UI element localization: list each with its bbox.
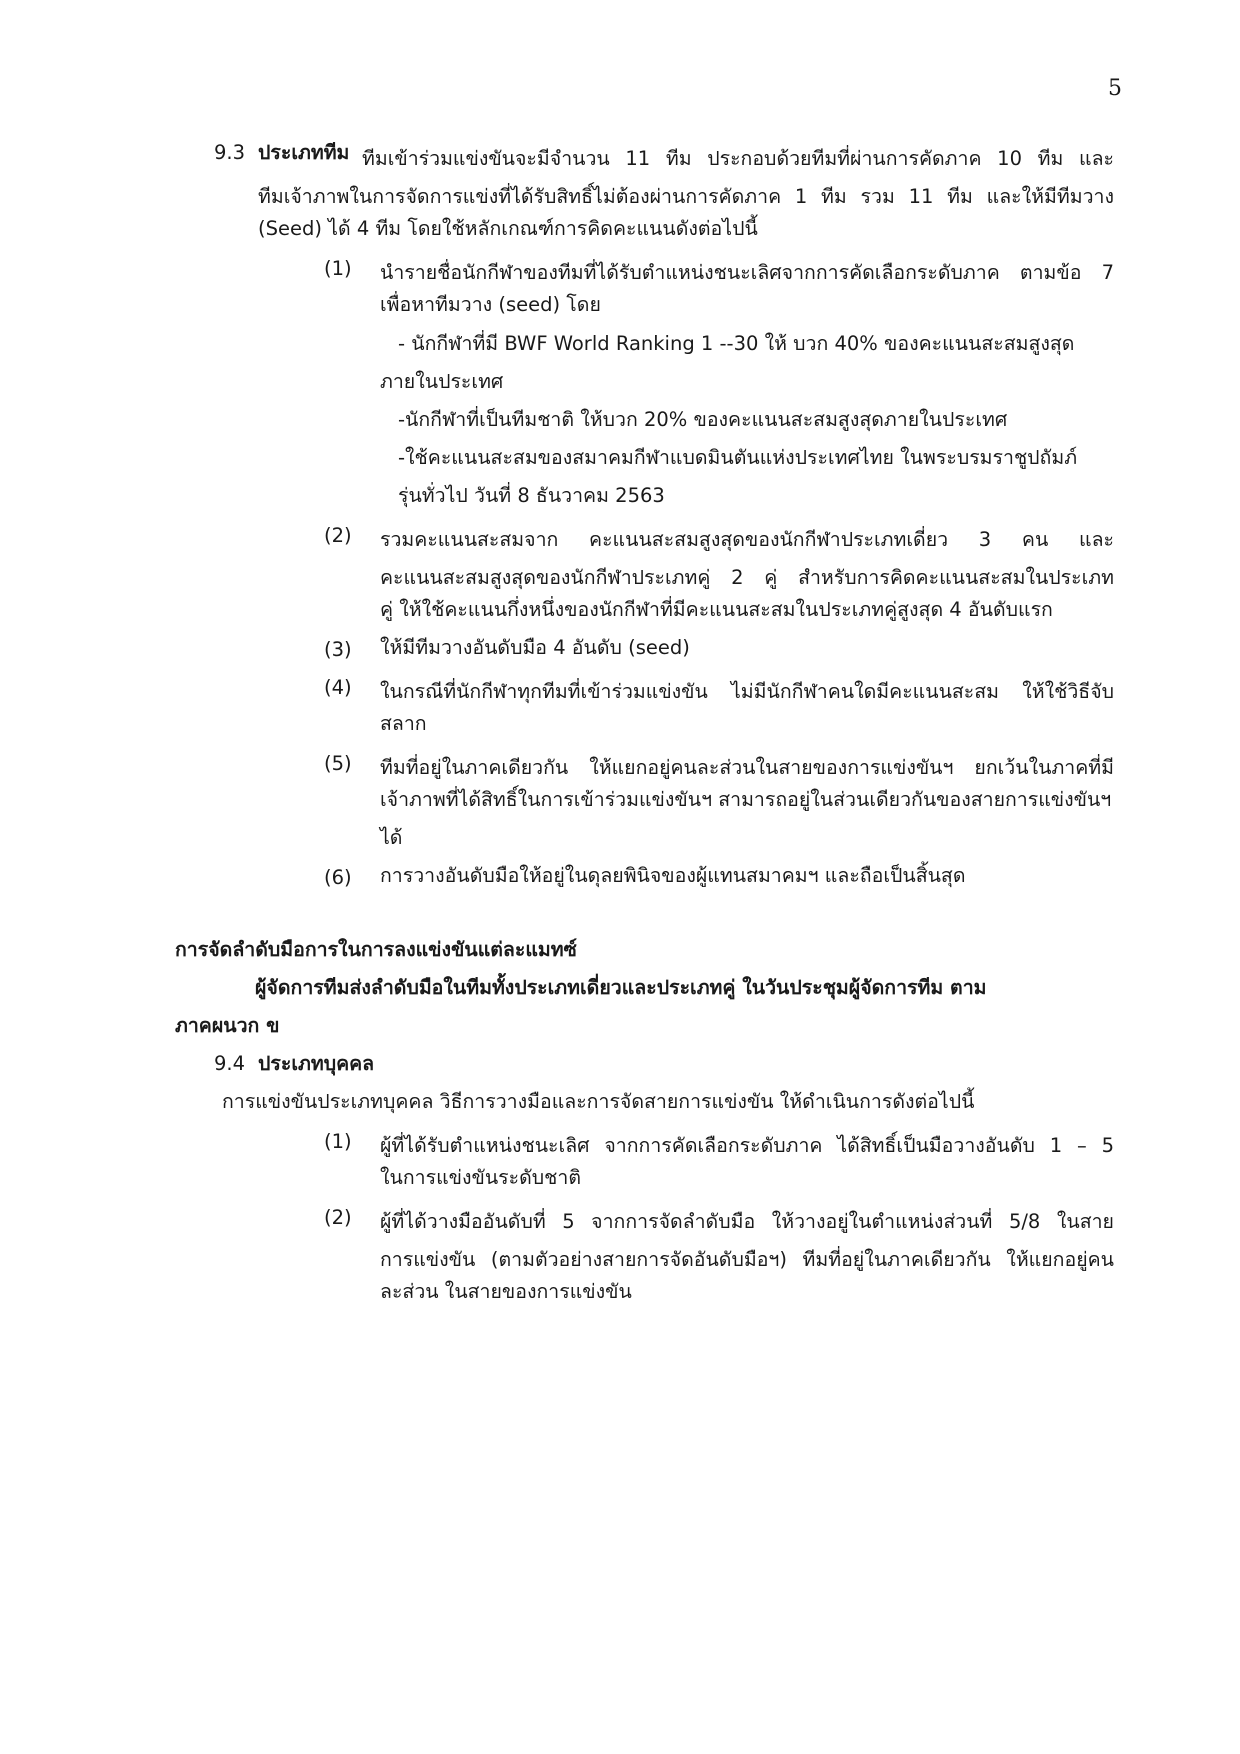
list-item-text: นำรายชื่อนักกีฬาของทีมที่ได้รับตำแหน่งชนะเลิศจากการคัดเลือกระดับภาค ตามข้อ 7: [380, 261, 1114, 284]
list-item-number: (4): [324, 676, 352, 699]
list-item-text: สลาก: [380, 712, 427, 735]
list-item-number: (2): [324, 1206, 352, 1229]
list-item-text: ให้มีทีมวางอันดับมือ 4 อันดับ (seed): [380, 636, 690, 659]
section-9-3-number: 9.3: [214, 141, 246, 164]
order-heading: การจัดลำดับมือการในการลงแข่งขันแต่ละแมทซ์: [175, 938, 577, 961]
list-item-text: การแข่งขัน (ตามตัวอย่างสายการจัดอันดับมือฯ) ทีมที่อยู่ในภาคเดียวกัน ให้แยกอยู่คน: [380, 1248, 1114, 1271]
list-item-text: ได้: [380, 826, 403, 849]
list-item-text: ผู้ที่ได้วางมืออันดับที่ 5 จากการจัดลำดับมือ ให้วางอยู่ในตำแหน่งส่วนที่ 5/8 ในสาย: [380, 1210, 1114, 1233]
list-item-text: ทีมที่อยู่ในภาคเดียวกัน ให้แยกอยู่คนละส่วนในสายของการแข่งขันฯ ยกเว้นในภาคที่มี: [380, 756, 1114, 779]
section-9-3-line-2: ทีมเจ้าภาพในการจัดการแข่งที่ได้รับสิทธิ์ไม่ต้องผ่านการคัดภาค 1 ทีม รวม 11 ทีม และให้มีทีมวาง: [258, 185, 1114, 208]
list-item-number: (5): [324, 752, 352, 775]
section-9-3-line-3: (Seed) ได้ 4 ทีม โดยใช้หลักเกณฑ์การคิดคะแนนดังต่อไปนี้: [258, 217, 758, 240]
sub-bullet-continuation: ภายในประเทศ: [380, 370, 504, 393]
section-9-4-intro: การแข่งขันประเภทบุคคล วิธีการวางมือและการจัดสายการแข่งขัน ให้ดำเนินการดังต่อไปนี้: [222, 1090, 975, 1113]
list-item-text: ในกรณีที่นักกีฬาทุกทีมที่เข้าร่วมแข่งขัน ไม่มีนักกีฬาคนใดมีคะแนนสะสม ให้ใช้วิธีจับ: [380, 680, 1114, 703]
order-line-2: ภาคผนวก ข: [175, 1014, 280, 1037]
section-9-3-title: ประเภททีม: [258, 141, 350, 164]
page-number: 5: [1108, 76, 1122, 101]
list-item-text: เพื่อหาทีมวาง (seed) โดย: [380, 293, 601, 316]
list-item-text: เจ้าภาพที่ได้สิทธิ์ในการเข้าร่วมแข่งขันฯ สามารถอยู่ในส่วนเดียวกันของสายการแข่งขันฯ: [380, 788, 1112, 811]
section-9-4-number: 9.4: [214, 1052, 246, 1075]
section-9-4-title: ประเภทบุคคล: [258, 1052, 375, 1075]
list-item-number: (1): [324, 1130, 352, 1153]
list-item-text: การวางอันดับมือให้อยู่ในดุลยพินิจของผู้แทนสมาคมฯ และถือเป็นสิ้นสุด: [380, 864, 966, 887]
sub-bullet-continuation: รุ่นทั่วไป วันที่ 8 ธันวาคม 2563: [398, 484, 665, 507]
list-item-number: (1): [324, 257, 352, 280]
order-line-1: ผู้จัดการทีมส่งลำดับมือในทีมทั้งประเภทเดี่ยวและประเภทคู่ ในวันประชุมผู้จัดการทีม ตาม: [255, 976, 987, 999]
list-item-text: คู่ ให้ใช้คะแนนกึ่งหนึ่งของนักกีฬาที่มีคะแนนสะสมในประเภทคู่สูงสุด 4 อันดับแรก: [380, 598, 1053, 621]
list-item-text: คะแนนสะสมสูงสุดของนักกีฬาประเภทคู่ 2 คู่ สำหรับการคิดคะแนนสะสมในประเภท: [380, 566, 1114, 589]
list-item-number: (6): [324, 866, 352, 889]
list-item-number: (3): [324, 638, 352, 661]
sub-bullet: -นักกีฬาที่เป็นทีมชาติ ให้บวก 20% ของคะแนนสะสมสูงสุดภายในประเทศ: [398, 408, 1008, 431]
list-item-text: ในการแข่งขันระดับชาติ: [380, 1166, 581, 1189]
list-item-text: รวมคะแนนสะสมจาก คะแนนสะสมสูงสุดของนักกีฬาประเภทเดี่ยว 3 คน และ: [380, 528, 1114, 551]
sub-bullet: -ใช้คะแนนสะสมของสมาคมกีฬาแบดมินตันแห่งประเทศไทย ในพระบรมราชูปถัมภ์: [398, 446, 1078, 469]
section-9-3-line-1: ทีมเข้าร่วมแข่งขันจะมีจำนวน 11 ทีม ประกอบด้วยทีมที่ผ่านการคัดภาค 10 ทีม และ: [362, 147, 1114, 170]
list-item-number: (2): [324, 524, 352, 547]
list-item-text: ผู้ที่ได้รับตำแหน่งชนะเลิศ จากการคัดเลือกระดับภาค ได้สิทธิ์เป็นมือวางอันดับ 1 – 5: [380, 1134, 1114, 1157]
sub-bullet: - นักกีฬาที่มี BWF World Ranking 1 --30 ให้ บวก 40% ของคะแนนสะสมสูงสุด: [398, 332, 1075, 355]
list-item-text: ละส่วน ในสายของการแข่งขัน: [380, 1280, 632, 1303]
